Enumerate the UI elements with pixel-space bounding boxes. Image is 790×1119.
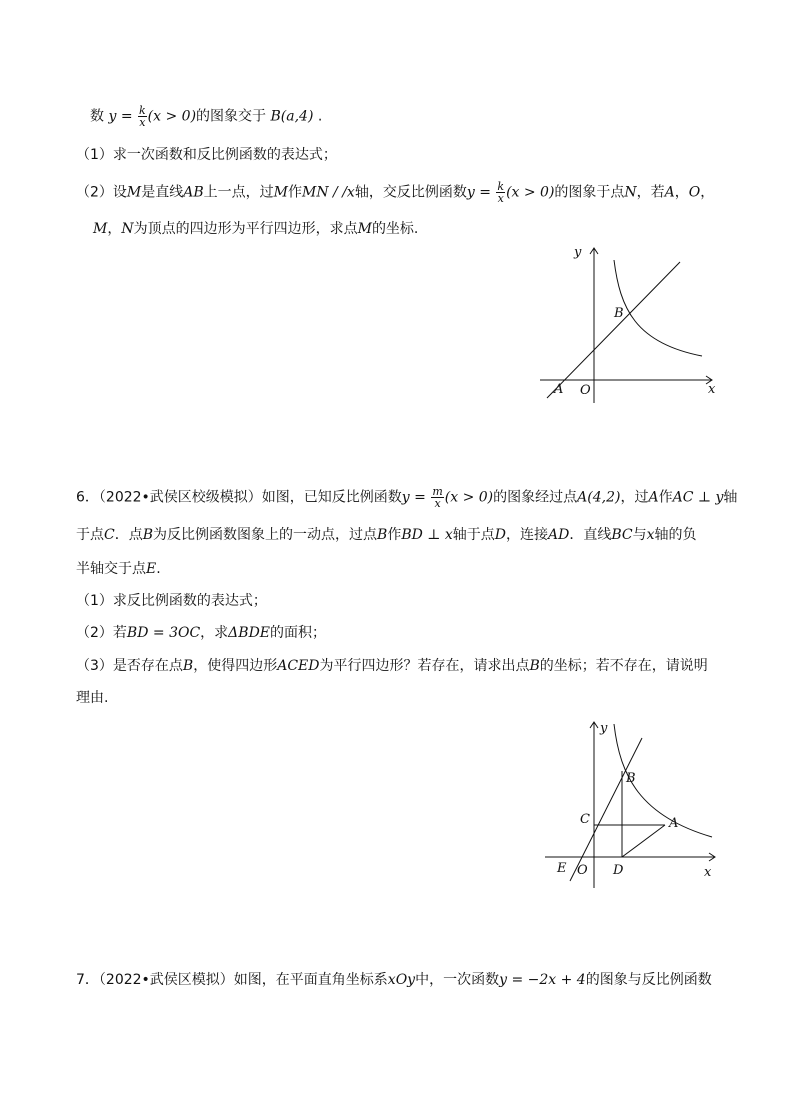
label-x: x — [704, 865, 712, 880]
segment-AD — [622, 825, 665, 857]
label-B: B — [614, 306, 624, 321]
label-A: A — [669, 816, 679, 831]
fraction: $\frac{k}{x}$ — [139, 104, 146, 129]
line-AB — [547, 262, 680, 398]
p7-intro-line-1: 7．（2022•武侯区模拟）如图，在平面直角坐标系xOy中，一次函数y = −2x + 4的图象与反比例函数 — [76, 972, 712, 988]
label-x: x — [708, 382, 716, 397]
p6-intro-line-1: 6．（2022•武侯区校级模拟）如图，已知反比例函数y = $\frac{m}{x}$ (x > 0)的图象经过点A(4,2)，过A作AC ⊥ y轴 — [76, 485, 738, 510]
p5-figure — [530, 238, 720, 403]
fraction: $\frac{k}{x}$ — [497, 180, 505, 205]
label-B: B — [626, 771, 636, 786]
p6-question-1: （1）求反比例函数的表达式； — [76, 593, 267, 609]
p6-question-3: （3）是否存在点B，使得四边形ACED为平行四边形？若存在，请求出点B的坐标；若不存在，请说明 — [76, 658, 708, 674]
fraction: $\frac{m}{x}$ — [432, 485, 443, 510]
label-C: C — [580, 812, 590, 827]
p5-intro-line: 数 y = $\frac{k}{x}$ (x > 0)的图象交于 B(a,4) . — [90, 104, 323, 129]
p6-intro-line-3: 半轴交于点E. — [76, 561, 161, 577]
p6-question-2: （2）若BD = 3OC，求ΔBDE的面积； — [76, 625, 327, 641]
label-E: E — [557, 861, 567, 876]
p5-question-2: （2）设M是直线AB上一点，过M作MN / /x轴，交反比例函数y = $\frac{k}{x}$ (x > 0)的图象于点N，若A，O， — [76, 180, 715, 205]
label-A: A — [554, 382, 564, 397]
p6-figure — [540, 716, 720, 891]
line-BC — [570, 738, 642, 881]
label-O: O — [580, 383, 591, 398]
p6-intro-line-2: 于点C．点B为反比例函数图象上的一动点，过点B作BD ⊥ x轴于点D，连接AD．直线BC与x轴的负 — [76, 527, 697, 543]
hyperbola — [614, 260, 702, 356]
p6-question-3-cont: 理由. — [76, 690, 109, 706]
label-y: y — [600, 721, 608, 736]
label-y: y — [574, 245, 582, 260]
label-O: O — [577, 863, 588, 878]
p5-question-2-cont: M，N为顶点的四边形为平行四边形，求点M的坐标. — [93, 221, 419, 237]
p5-question-1: （1）求一次函数和反比例函数的表达式； — [76, 147, 337, 163]
label-D: D — [613, 863, 624, 878]
